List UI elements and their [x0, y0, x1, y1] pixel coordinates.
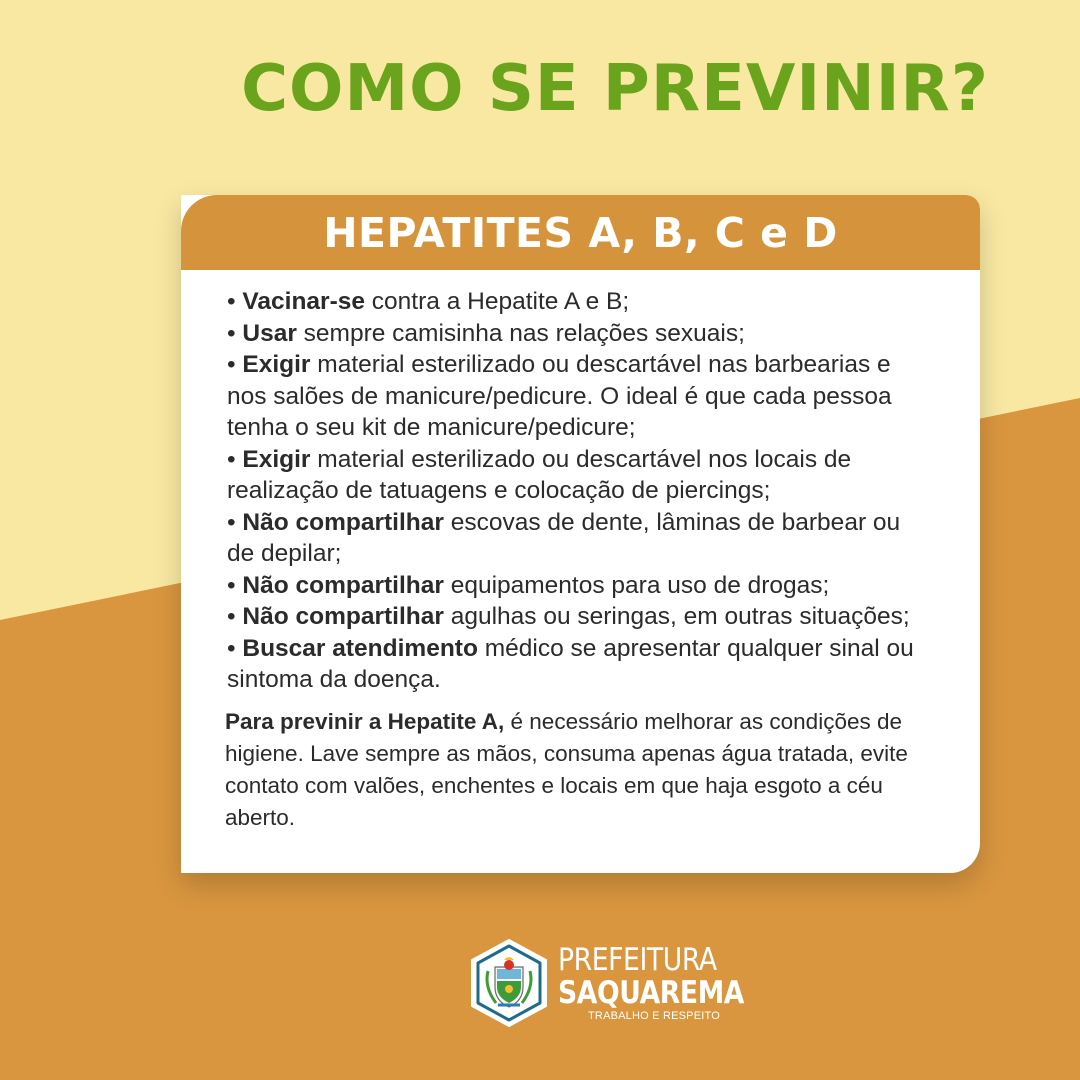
card-header	[181, 195, 980, 270]
logo-slogan: TRABALHO E RESPEITO	[588, 1010, 720, 1022]
list-item: • Vacinar-se contra a Hepatite A e B;	[227, 288, 630, 315]
list-item: • Usar sempre camisinha nas relações sexuais;	[227, 319, 745, 347]
list-item-continuation: nos salões de manicure/pedicure. O ideal é que cada pessoa	[227, 382, 892, 410]
city-coat-of-arms-icon	[468, 937, 550, 1029]
list-item: • Exigir material esterilizado ou descartável nas barbearias e	[227, 351, 891, 378]
hepatitis-a-note: Para previnir a Hepatite A, é necessário melhorar as condições de higiene. Lave sempre as mãos, consuma apenas água tratada, evite contato com valões, enchentes e locais em que haja esgoto a céu aberto.	[225, 708, 908, 830]
card-body	[181, 270, 980, 834]
prefeitura-logo	[468, 937, 774, 1029]
page-title: COMO SE PREVINIR?	[241, 52, 989, 126]
list-item-continuation: tenha o seu kit de manicure/pedicure;	[227, 414, 636, 441]
list-item: • Não compartilhar agulhas ou seringas, em outras situações;	[227, 603, 910, 630]
prevention-list	[227, 286, 980, 696]
card-title: HEPATITES A, B, C e D	[323, 208, 838, 257]
info-card	[181, 195, 980, 873]
list-item-continuation: realização de tatuagens e colocação de piercings;	[227, 477, 771, 504]
list-item-continuation: de depilar;	[227, 540, 342, 567]
list-item: • Não compartilhar escovas de dente, lâminas de barbear ou	[227, 508, 901, 536]
list-item: • Exigir material esterilizado ou descartável nos locais de	[227, 445, 852, 473]
logo-line-saquarema: SAQUAREMA	[558, 975, 745, 1011]
logo-text	[558, 943, 774, 1023]
list-item: • Não compartilhar equipamentos para uso de drogas;	[227, 571, 830, 599]
list-item: • Buscar atendimento médico se apresentar qualquer sinal ou	[227, 634, 914, 662]
list-item-continuation: sintoma da doença.	[227, 666, 441, 693]
logo-line-prefeitura: PREFEITURA	[558, 942, 717, 978]
